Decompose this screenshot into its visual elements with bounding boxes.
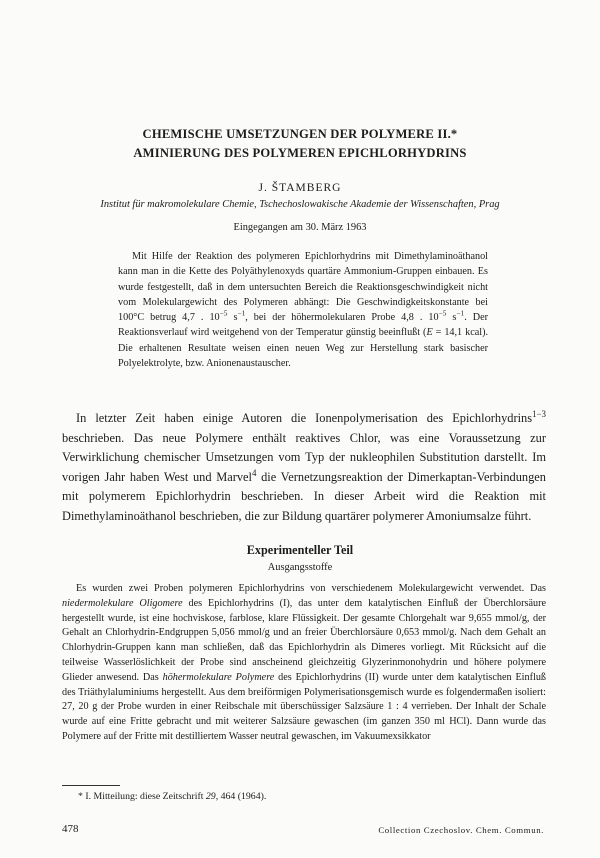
abstract: Mit Hilfe der Reaktion des polymeren Epichlorhydrins mit Dimethylaminoäthanol kann man in die Kette des Polyäthylenoxyds quartäre Ammonium-Gruppen einbauen. Es wurde festgestellt, daß in dem untersuchten Bereich die Reaktionsgeschwindigkeit nicht vom Molekulargewicht des Polymeren abhängt: Die Geschwindigkeitskonstante bei 100°C betrug 4,7 . $10^{-5}$ $s^{-1}$, bei der höhermolekularen Probe 4,8 . $10^{-5}$ $s^{-1}$. Der Reaktionsverlauf wird weitgehend von der Temperatur günstig beeinflußt (E = 14,1 kcal). Die erhaltenen Resultate weisen einen neuen Weg zur Herstellung stark basischer Polyelektrolyte, bzw. Anionenaustauscher. xyxy=(118,251,489,370)
subsection-title: Ausgangsstoffe xyxy=(267,562,333,573)
introduction: In letzter Zeit haben einige Autoren die Ionenpolymerisation des Epichlorhydrins$^{1-3}$ beschrieben. Das neue Polymere enthält reaktives Chlor, was eine Voraussetzung zur Verwirklichung chemischer Umsetzungen vom Typ der nukleophilen Substitution darstellt. Im vorigen Jahr haben West und Marvel$^4$ die Vernetzungsreaktion der Dimerkaptan-Verbindungen mit polymerem Epichlorhydrin beschrieben. In dieser Arbeit wird die Reaktion mit Dimethylaminoäthanol beschrieben, die zur Bildung quartärer polymerer Amoniumsalze führt. xyxy=(62,408,546,523)
footnote: * I. Mitteilung: diese Zeitschrift 29, 464 (1964). xyxy=(78,791,267,802)
paper-title-line-1: CHEMISCHE UMSETZUNGEN DER POLYMERE II.* xyxy=(142,127,458,141)
journal-name: Collection Czechoslov. Chem. Commun. xyxy=(378,825,544,835)
citation-ref: 4 xyxy=(252,467,257,478)
author: J. ŠTAMBERG xyxy=(258,182,342,194)
footnote-rule xyxy=(62,785,120,786)
section-title: Experimenteller Teil xyxy=(246,543,354,557)
page-number: 478 xyxy=(62,823,79,835)
body-text: Es wurden zwei Proben polymeren Epichlorhydrins von verschiedenem Molekulargewicht verwendet. Das niedermolekulare Oligomere des Epichlorhydrins (I), das unter dem katalytischen Einfluß der Überchlorsäure hergestellt wurde, ist eine hochviskose, farblose, klare Flüssigkeit. Der gesamte Chlorgehalt war 9,655 mmol/g, der Gehalt an Chlorhydrin-Endgruppen 5,056 mmol/g und an freier Überchlorsäure 0,653 mmol/g. Nach dem Gehalt an Chlorhydrin-Gruppen kann man schließen, daß das Epichlorhydrin als Dimeres vorliegt. Mit Rücksicht auf die teilweise Wasserlöslichkeit der Probe sind anscheinend gleichzeitig Glyzerinmonohydrin und höhere polymere Glieder anwesend. Das höhermolekulare Polymere des Epichlorhydrins (II) wurde unter dem katalytischen Einfluß des Triäthylaluminiums hergestellt. Aus dem breiförmigen Polymerisationsgemisch wurde es folgendermaßen isoliert: 27, 20 g der Probe wurden in einer Reibschale mit überschüssiger Salzsäure 1 : 4 verrieben. Der Inhalt der Schale wurde auf eine Fritte gebracht und mit weiterer Salzsäure gewaschen (im ganzen 350 ml HCl). Dann wurde das Polymere auf der Fritte mit destilliertem Wasser neutral gewaschen, im Vakuumexsikkator xyxy=(62,583,547,742)
citation-ref: 1−3 xyxy=(532,408,546,419)
received-date: Eingegangen am 30. März 1963 xyxy=(233,222,367,233)
affiliation: Institut für makromolekulare Chemie, Tschechoslowakische Akademie der Wissenschaften, Prag xyxy=(100,199,500,210)
paper-title-line-2: AMINIERUNG DES POLYMEREN EPICHLORHYDRINS xyxy=(133,146,467,160)
